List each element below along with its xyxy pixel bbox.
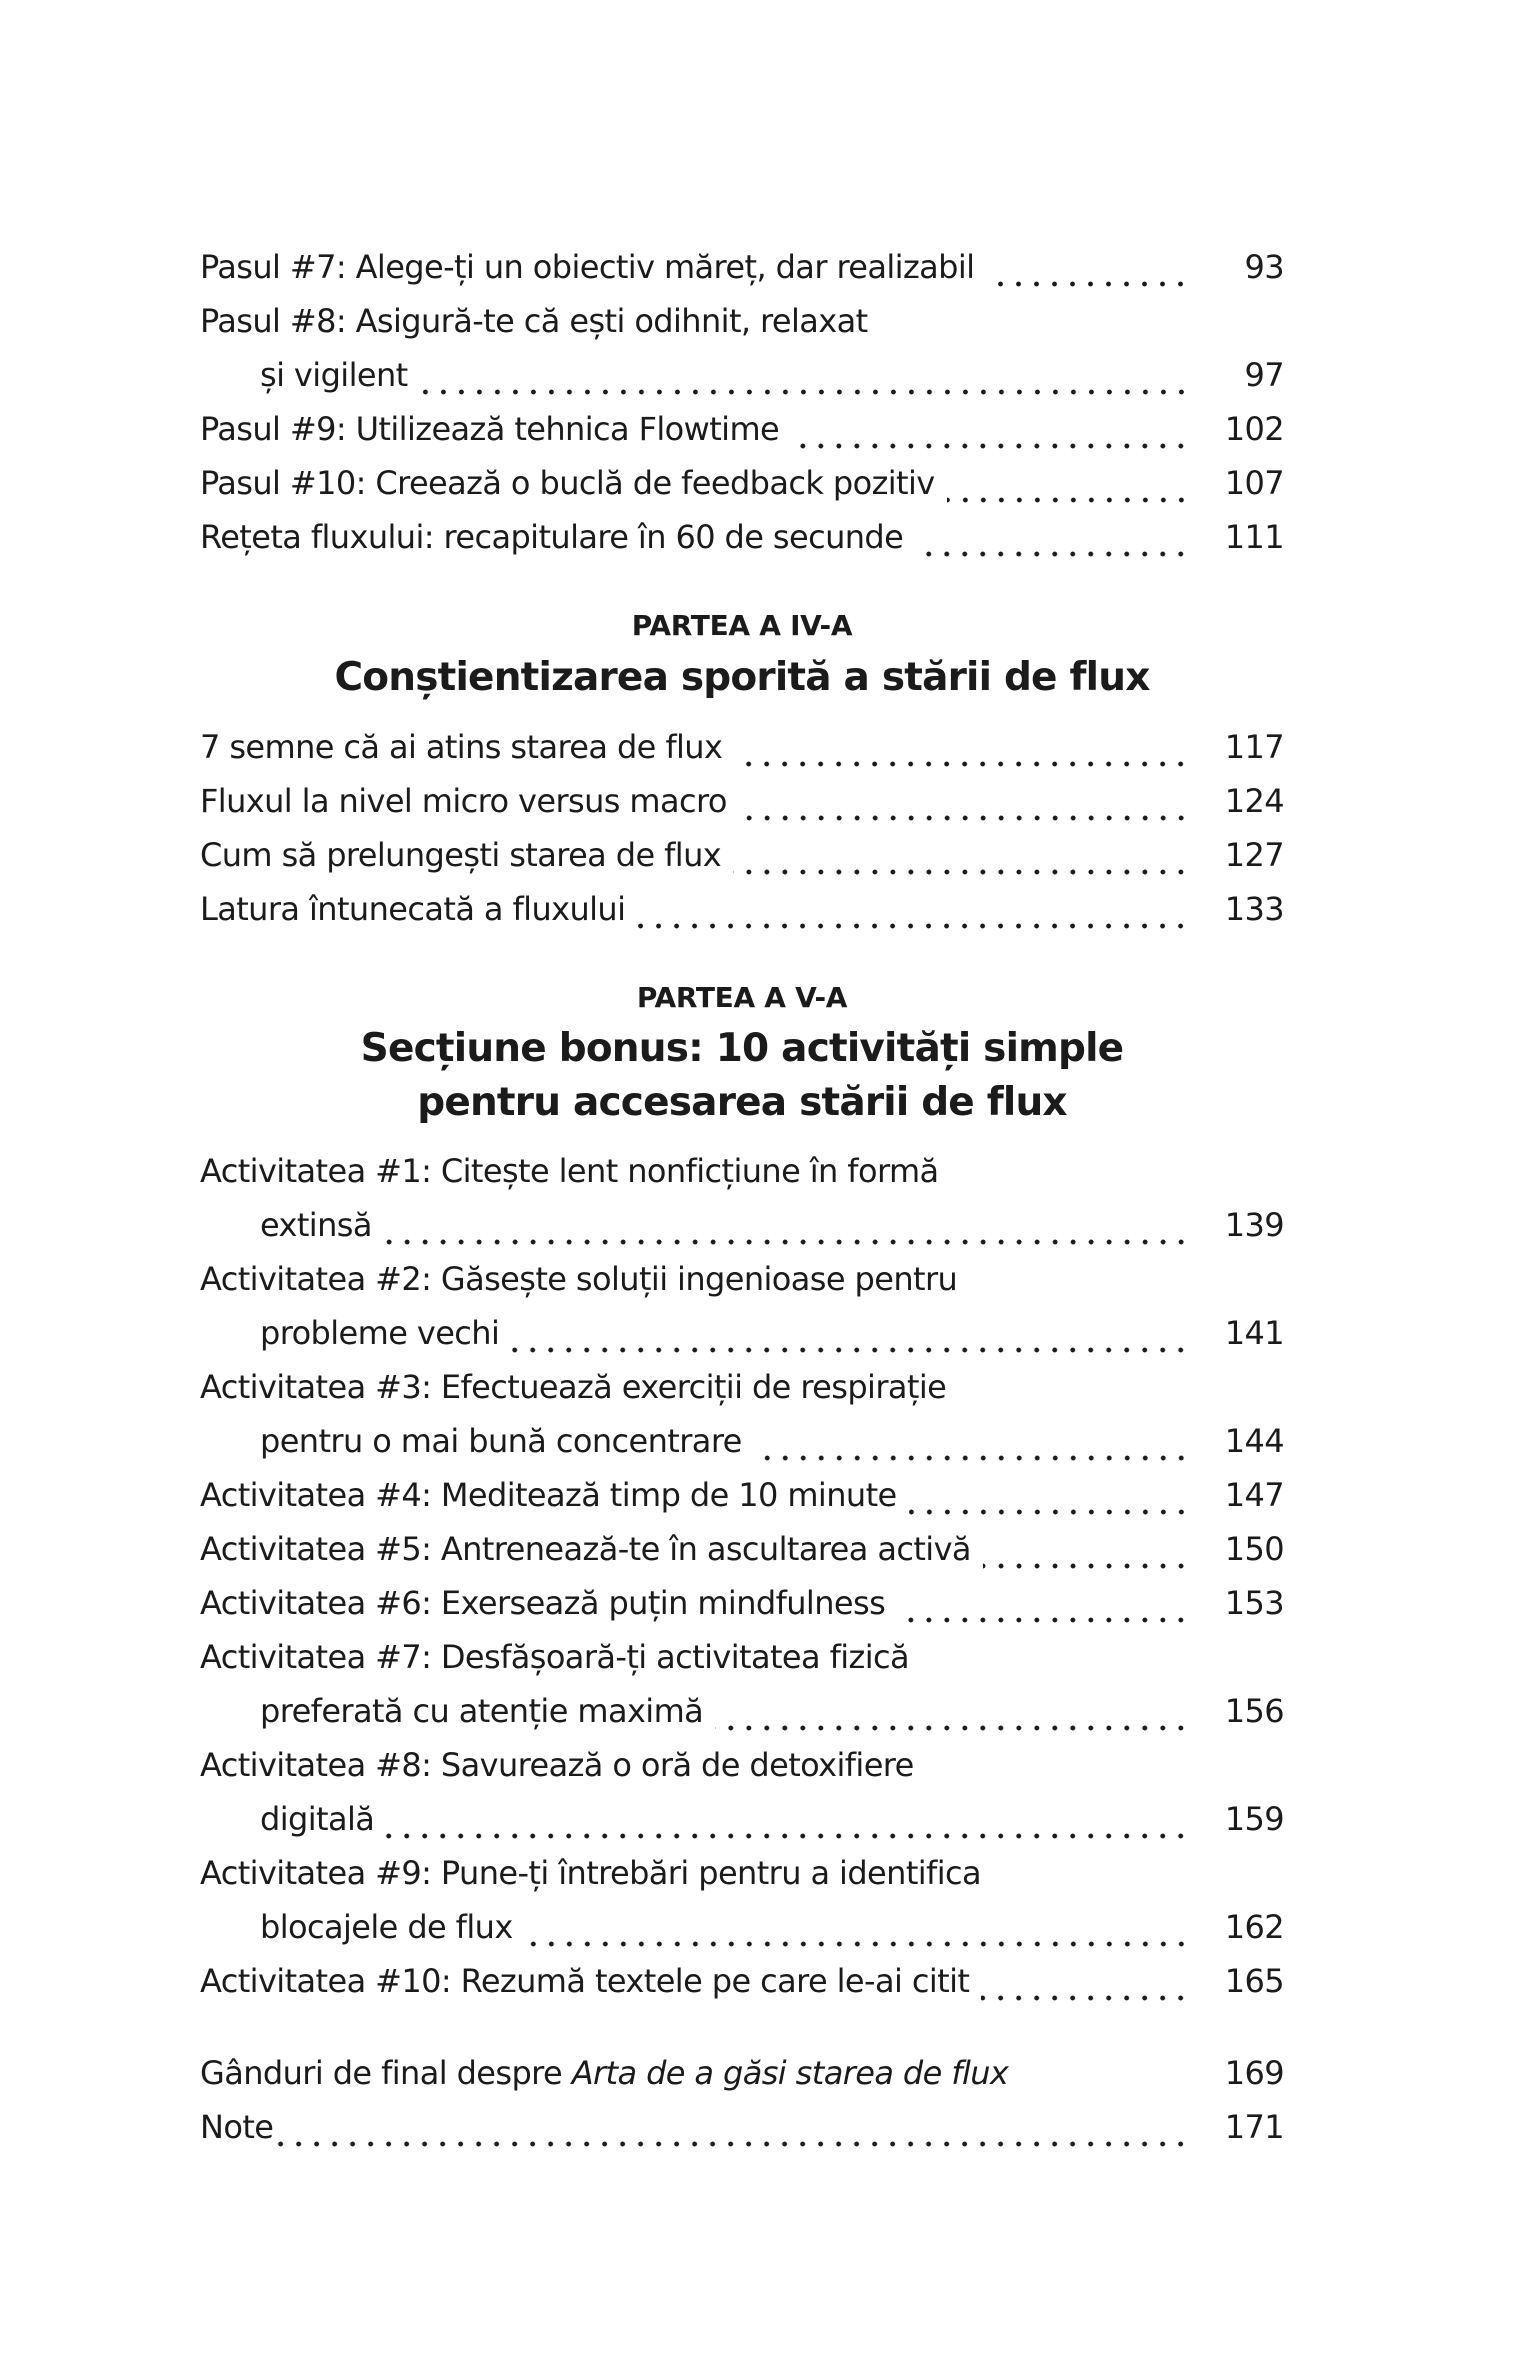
part-title-line-2: pentru accesarea stării de flux	[417, 1080, 1067, 1125]
page-number: 150	[1224, 1530, 1284, 1568]
book-title-italic: Arta de a găsi starea de flux	[571, 2054, 1009, 2092]
entry-title: Activitatea #1: Citește lent nonficțiune în formă	[200, 1152, 939, 1190]
entry-title-continuation: și vigilent	[260, 356, 408, 394]
entry-title-continuation: blocajele de flux	[260, 1908, 513, 1946]
entry-title: Activitatea #4: Meditează timp de 10 minute	[200, 1476, 897, 1514]
toc-entry-final-thoughts[interactable]	[200, 2046, 1284, 2100]
entry-title: Pasul #10: Creează o buclă de feedback pozitiv	[200, 464, 935, 502]
toc-entry[interactable]	[200, 1846, 1284, 1900]
dot-leader	[384, 1198, 1190, 1252]
page-number: 139	[1224, 1206, 1284, 1244]
entry-title: Note	[200, 2108, 274, 2146]
page-number: 162	[1224, 1908, 1284, 1946]
entry-title: Cum să prelungești starea de flux	[200, 836, 722, 874]
dot-leader	[420, 348, 1190, 402]
toc-entry[interactable]	[200, 402, 1284, 456]
page-number: 124	[1224, 782, 1284, 820]
entry-title: Pasul #7: Alege-ți un obiectiv măreț, dar realizabil	[200, 248, 975, 286]
toc-entry[interactable]	[200, 1252, 1284, 1306]
page-number: 156	[1224, 1692, 1284, 1730]
entry-title: Activitatea #8: Savurează o oră de detoxifiere	[200, 1746, 914, 1784]
entry-title-continuation: digitală	[260, 1800, 375, 1838]
toc-entry-continuation[interactable]	[200, 1414, 1284, 1468]
toc-entry[interactable]	[200, 1954, 1284, 2008]
dot-leader	[947, 456, 1190, 510]
toc-entry[interactable]	[200, 1522, 1284, 1576]
page-number: 144	[1224, 1422, 1284, 1460]
dot-leader	[915, 510, 1190, 564]
toc-entry-continuation[interactable]	[200, 1198, 1284, 1252]
toc-entry-continuation[interactable]	[200, 1792, 1284, 1846]
dot-leader	[525, 1900, 1190, 1954]
dot-leader	[897, 1576, 1190, 1630]
page-number: 117	[1224, 728, 1284, 766]
dot-leader	[791, 402, 1190, 456]
dot-leader	[981, 1954, 1190, 2008]
toc-entry[interactable]	[200, 1468, 1284, 1522]
page-number: 127	[1224, 836, 1284, 874]
page-number: 165	[1224, 1962, 1284, 2000]
toc-entry[interactable]	[200, 510, 1284, 564]
dot-leader	[754, 1414, 1190, 1468]
page-number: 93	[1244, 248, 1284, 286]
dot-leader	[734, 720, 1190, 774]
entry-title: Latura întunecată a fluxului	[200, 890, 626, 928]
page-number: 171	[1224, 2108, 1284, 2146]
toc-entry-continuation[interactable]	[200, 348, 1284, 402]
toc-entry[interactable]	[200, 1576, 1284, 1630]
entry-title: Activitatea #6: Exersează puțin mindfulness	[200, 1584, 886, 1622]
toc-entry[interactable]	[200, 1630, 1284, 1684]
page-number: 133	[1224, 890, 1284, 928]
toc-entry-continuation[interactable]	[200, 1306, 1284, 1360]
dot-leader	[511, 1306, 1190, 1360]
page-number: 169	[1224, 2054, 1284, 2092]
entry-title: Rețeta fluxului: recapitulare în 60 de secunde	[200, 518, 904, 556]
dot-leader	[733, 828, 1190, 882]
toc-entry[interactable]	[200, 294, 1284, 348]
dot-leader	[986, 240, 1190, 294]
entry-title: Activitatea #3: Efectuează exerciții de respirație	[200, 1368, 947, 1406]
dot-leader	[983, 1522, 1190, 1576]
dot-leader	[273, 2100, 1190, 2154]
entry-title: Activitatea #7: Desfășoară-ți activitatea fizică	[200, 1638, 910, 1676]
entry-title: Fluxul la nivel micro versus macro	[200, 782, 727, 820]
page-number: 111	[1224, 518, 1284, 556]
toc-entry[interactable]	[200, 456, 1284, 510]
entry-title: Activitatea #5: Antrenează-te în ascultarea activă	[200, 1530, 971, 1568]
page-number: 153	[1224, 1584, 1284, 1622]
part-label: PARTEA A V-A	[636, 981, 848, 1014]
toc-entry[interactable]	[200, 720, 1284, 774]
dot-leader	[637, 882, 1190, 936]
toc-entry-continuation[interactable]	[200, 1900, 1284, 1954]
entry-title: Pasul #9: Utilizează tehnica Flowtime	[200, 410, 780, 448]
part-title: Conștientizarea sporită a stării de flux	[334, 655, 1150, 700]
entry-title-continuation: pentru o mai bună concentrare	[260, 1422, 742, 1460]
toc-entry[interactable]	[200, 1738, 1284, 1792]
toc-entry[interactable]	[200, 240, 1284, 294]
dot-leader	[715, 1684, 1190, 1738]
toc-entry[interactable]	[200, 882, 1284, 936]
toc-entry[interactable]	[200, 828, 1284, 882]
entry-title: 7 semne că ai atins starea de flux	[200, 728, 723, 766]
part-label: PARTEA A IV-A	[631, 609, 853, 642]
dot-leader	[909, 1468, 1190, 1522]
entry-title: Pasul #8: Asigură-te că ești odihnit, relaxat	[200, 302, 868, 340]
toc-entry-continuation[interactable]	[200, 1684, 1284, 1738]
dot-leader	[386, 1792, 1190, 1846]
entry-title: Gânduri de final despre Arta de a găsi starea de flux	[200, 2054, 1009, 2092]
page-number: 102	[1224, 410, 1284, 448]
page-number: 107	[1224, 464, 1284, 502]
dot-leader	[739, 774, 1190, 828]
toc-entry[interactable]	[200, 774, 1284, 828]
toc-entry[interactable]	[200, 1144, 1284, 1198]
toc-entry[interactable]	[200, 1360, 1284, 1414]
entry-title-continuation: probleme vechi	[260, 1314, 500, 1352]
entry-title: Activitatea #10: Rezumă textele pe care le-ai citit	[200, 1962, 970, 2000]
page-number: 141	[1224, 1314, 1284, 1352]
toc-entry-notes[interactable]	[200, 2100, 1284, 2154]
entry-title-continuation: extinsă	[260, 1206, 372, 1244]
entry-title: Activitatea #2: Găsește soluții ingenioase pentru	[200, 1260, 958, 1298]
entry-title: Activitatea #9: Pune-ți întrebări pentru a identifica	[200, 1854, 982, 1892]
page-number: 159	[1224, 1800, 1284, 1838]
page-number: 97	[1244, 356, 1284, 394]
page-number: 147	[1224, 1476, 1284, 1514]
part-title-line-1: Secțiune bonus: 10 activități simple	[360, 1026, 1124, 1071]
entry-title-continuation: preferată cu atenție maximă	[260, 1692, 704, 1730]
